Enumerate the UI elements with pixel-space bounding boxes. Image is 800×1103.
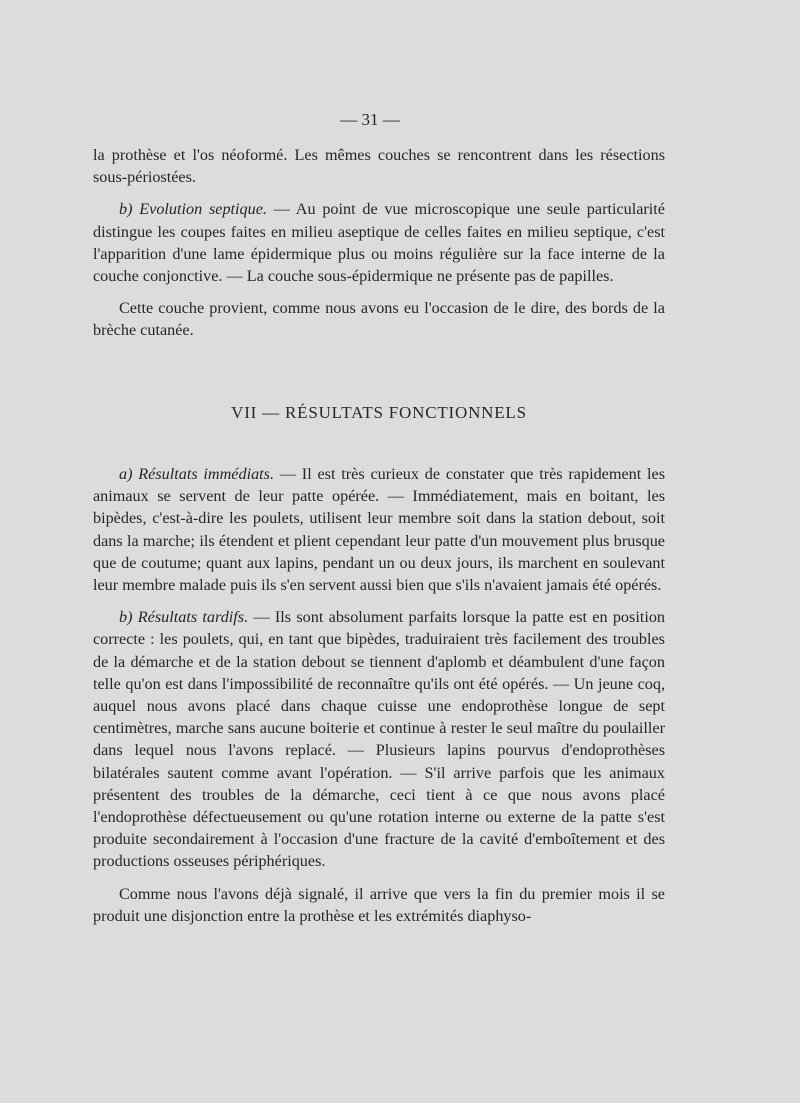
- paragraph-heading: a) Résultats immédiats.: [119, 465, 275, 483]
- paragraph-heading: b) Résultats tardifs.: [119, 608, 249, 627]
- paragraph-text: — Ils sont absolument parfaits lorsque la patte est en position correcte : les poulets, qui, en tant que bipèdes, traduiraient très facilement des troubles de la démarche et de la station debout se tiennent d'aplomb et déambulent d'une façon telle qu'on est dans l'impossibilité de reconnaître qu'ils ont été opérés. — Un jeune coq, auquel nous avons placé dans chaque cuisse une endoprothèse longue de sept centimètres, marche sans aucune boiterie et continue à rester le seul maître du poulailler dans lequel nous l'avons replacé. — Plusieurs lapins pourvus d'endoprothèses bilatérales sautent comme avant l'opération. — S'il arrive parfois que les animaux présentent des troubles de la démarche, ceci tient à ce que nous avons placé l'endoprothèse défectueusement ou qu'une rotation interne ou externe de la patte s'est produite secondairement à l'occasion d'une fracture de la cavité d'emboîtement et des productions osseuses périphériques.: [93, 608, 666, 871]
- paragraph-heading: b) Evolution septique.: [119, 200, 267, 219]
- paragraph: [93, 297, 665, 341]
- paragraph-text: Comme nous l'avons déjà signalé, il arrive que vers la fin du premier mois il se produit une disjonction entre la prothèse et les extrémités diaphyso-: [93, 884, 665, 925]
- paragraph: [93, 144, 665, 188]
- paragraph: [93, 198, 665, 287]
- paragraph-text: Cette couche provient, comme nous avons eu l'occasion de le dire, des bords de la brèche cutanée.: [93, 299, 665, 340]
- paragraph-text: la prothèse et l'os néoformé. Les mêmes couches se rencontrent dans les résections sous-périostées.: [93, 146, 665, 187]
- paragraph: [93, 606, 665, 872]
- bottom-text-block: [93, 463, 665, 927]
- paragraph-text: — Au point de vue microscopique une seule particularité distingue les coupes faites en milieu aseptique de celles faites en milieu septique, c'est l'apparition d'une lame épidermique plus ou moins régulière sur la face interne de la couche conjonctive. — La couche sous-épidermique ne présente pas de papilles.: [93, 200, 665, 286]
- paragraph: [93, 463, 665, 596]
- top-text-block: [93, 144, 665, 342]
- paragraph: [93, 883, 665, 927]
- page-number: — 31 —: [340, 110, 400, 129]
- paragraph-text: — Il est très curieux de constater que très rapidement les animaux se servent de leur patte opérée. — Immédiatement, mais en boitant, les bipèdes, c'est-à-dire les poulets, utilisent leur membre soit dans la station debout, soit dans la marche; ils étendent et plient cependant leur patte d'un mouvement plus brusque que de coutume; quant aux lapins, pendant un ou deux jours, ils marchent en soulevant leur membre malade puis ils s'en servent aussi bien que s'ils n'avaient jamais été opérés.: [93, 465, 665, 595]
- section-title: VII — RÉSULTATS FONCTIONNELS: [231, 403, 527, 422]
